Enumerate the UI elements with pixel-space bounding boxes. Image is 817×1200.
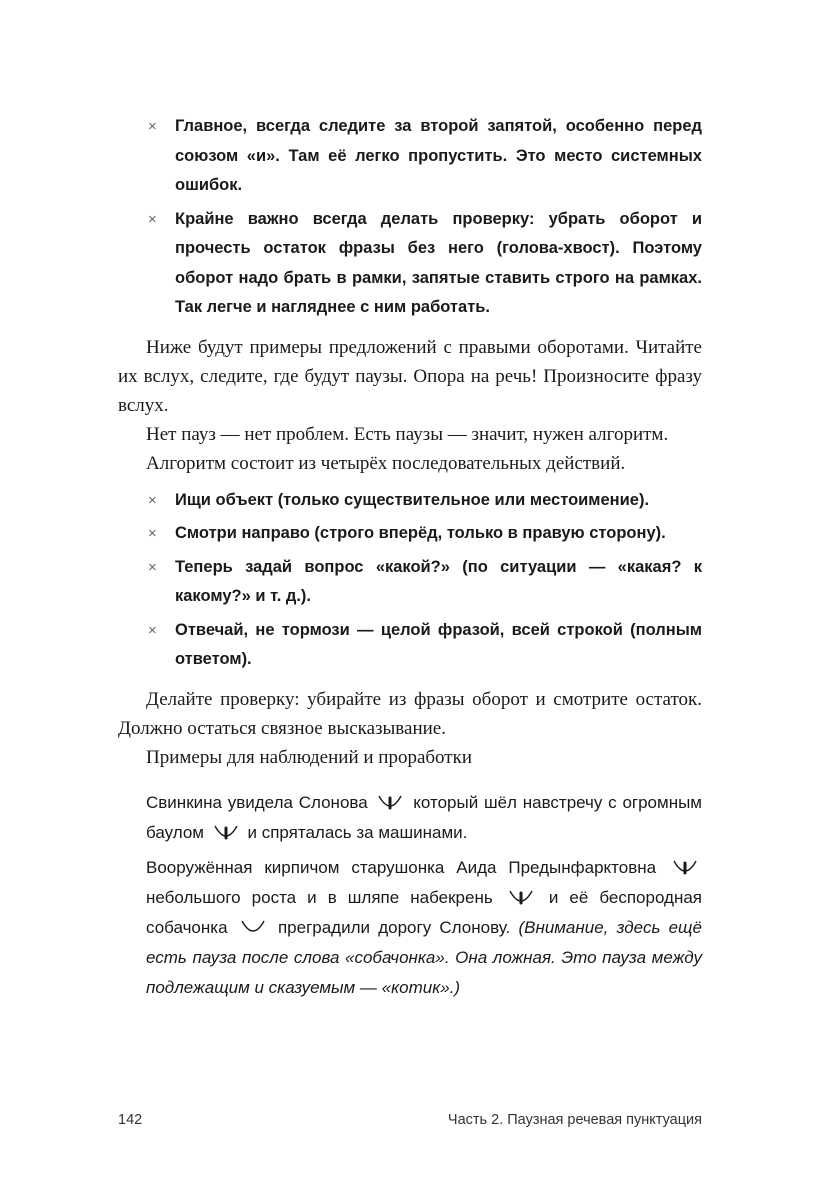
cross-bullet-icon: ×	[148, 525, 157, 542]
pause-comma-icon	[670, 857, 700, 879]
pause-comma-icon	[506, 887, 536, 909]
cross-bullet-icon: ×	[148, 558, 157, 576]
cross-bullet-icon: ×	[148, 491, 157, 509]
bullet-list-rules	[118, 112, 702, 323]
paragraph: Ниже будут примеры предложений с правыми оборотами. Читайте их вслух, следите, где будут паузы. Опора на речь! Произносите фразу вслух.	[118, 336, 702, 416]
note: (Внимание, здесь ещё есть пауза после слова «собачонка». Она ложная. Это пауза между подлежащим и сказуемым — «котик».)	[146, 917, 702, 997]
page-footer	[118, 1112, 702, 1132]
list-item: × Главное, всегда следите за второй запятой, особенно перед союзом «и». Там её легко пропустить. Это место системных ошибок.	[118, 112, 702, 201]
cross-bullet-icon: ×	[148, 621, 157, 639]
paragraph: Делайте проверку: убирайте из фразы оборот и смотрите остаток. Должно остаться связное высказывание.	[118, 688, 702, 739]
pause-comma-icon	[211, 822, 241, 844]
list-item: × Ищи объект (только существительное или местоимение).	[118, 486, 702, 516]
paragraph: Примеры для наблюдений и проработки	[146, 746, 472, 768]
cross-bullet-icon: ×	[148, 118, 157, 135]
bullet-list-algorithm	[118, 486, 702, 675]
examples-block	[146, 788, 702, 1003]
cross-bullet-icon: ×	[148, 210, 157, 228]
list-item: × Теперь задай вопрос «какой?» (по ситуации — «какая? к какому?» и т. д.).	[118, 553, 702, 612]
pause-comma-icon	[375, 792, 405, 814]
running-header: Часть 2. Паузная речевая пунктуация	[447, 1112, 702, 1128]
example-sentence: Свинкина увидела Слонова который шёл навстречу с огромным баулом и спряталась за машинами.	[146, 792, 702, 842]
paragraph: Алгоритм состоит из четырёх последовательных действий.	[146, 452, 626, 474]
list-item: × Крайне важно всегда делать проверку: убрать оборот и прочесть остаток фразы без него (голова-хвост). Поэтому оборот надо брать в рамки, запятые ставить строго на рамках. Так легче и нагляднее с ним работать.	[118, 205, 702, 323]
list-item: × Смотри направо (строго вперёд, только в правую сторону).	[118, 519, 702, 549]
page-body	[118, 112, 702, 1008]
paragraph: Нет пауз — нет проблем. Есть паузы — значит, нужен алгоритм.	[146, 423, 669, 445]
example-sentence: Вооружённая кирпичом старушонка Аида Предынфарктовна небольшого роста и в шляпе набекрень и её беспородная собачонка преградили дорогу Слонову. (Внимание, здесь ещё есть пауза после слова «собачонка». Она ложная. Это пауза между подлежащим и сказуемым — «котик».)	[146, 857, 703, 997]
list-item: × Отвечай, не тормози — целой фразой, всей строкой (полным ответом).	[118, 616, 702, 675]
page-number: 142	[118, 1112, 143, 1128]
pause-mark-icon	[238, 917, 268, 939]
